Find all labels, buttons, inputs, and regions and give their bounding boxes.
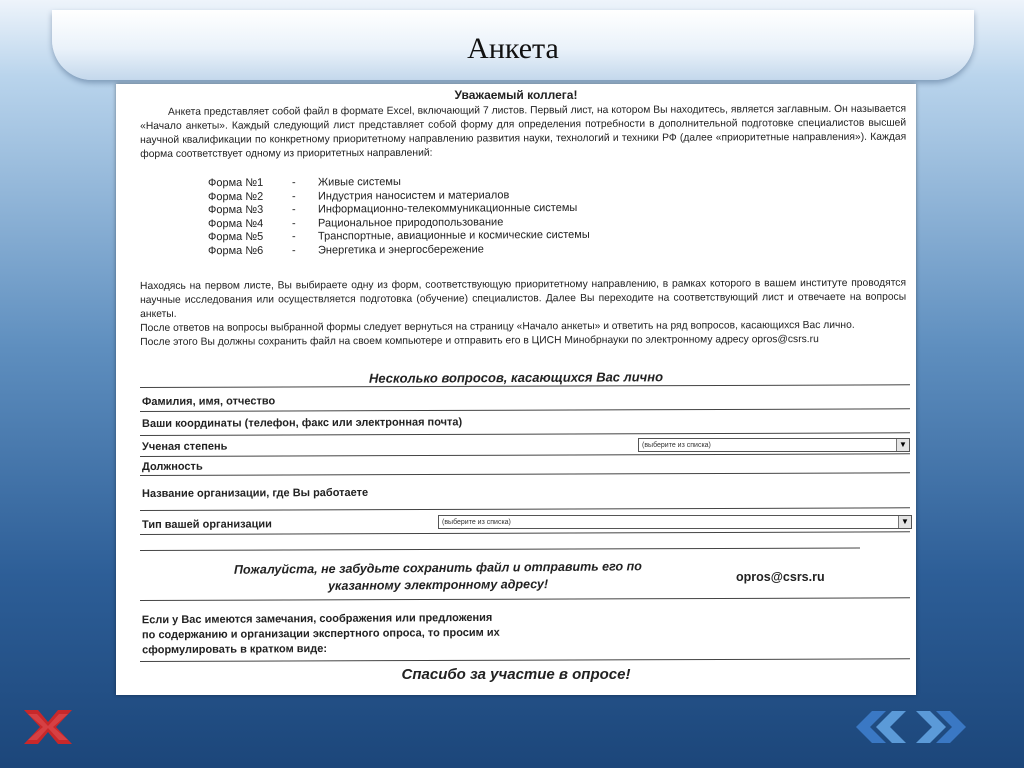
- divider: [140, 531, 910, 535]
- chevron-right-icon[interactable]: [916, 711, 966, 743]
- divider: [140, 408, 910, 412]
- survey-document: [116, 84, 916, 695]
- dropdown-arrow-icon[interactable]: ▼: [896, 439, 909, 451]
- list-item: Форма №6 - Энергетика и энергосбережение: [207, 243, 484, 258]
- email-address: opros@csrs.ru: [736, 570, 825, 584]
- org-type-field-label: Тип вашей организации: [141, 518, 272, 531]
- instructions-2: После ответов на вопросы выбранной формы следует вернуться на страницу «Начало анкеты» и ответить на ряд вопросов, касающихся Вас лично.: [140, 319, 855, 334]
- slide-title-bar: [52, 10, 974, 80]
- degree-field-label: Ученая степень: [141, 440, 228, 453]
- thanks-text: Спасибо за участие в опросе!: [401, 666, 631, 683]
- forms-list: [208, 176, 590, 258]
- divider: [140, 507, 910, 511]
- org-type-select[interactable]: [438, 515, 912, 529]
- degree-select[interactable]: [638, 438, 910, 452]
- list-item: Форма №5 - Транспортные, авиационные и космические системы: [207, 229, 590, 244]
- list-item: Форма №3 - Информационно-телекоммуникационные системы: [207, 202, 578, 217]
- divider: [140, 547, 860, 551]
- org-type-select-placeholder: (выберите из списка): [442, 519, 511, 526]
- list-item: Форма №2 - Индустрия наносистем и материалов: [207, 188, 510, 203]
- chevron-left-icon[interactable]: [856, 711, 906, 743]
- divider: [140, 658, 910, 662]
- degree-select-placeholder: (выберите из списка): [642, 442, 711, 449]
- document-heading: Уважаемый коллега!: [454, 88, 578, 102]
- divider: [140, 432, 910, 436]
- list-item: Форма №4 - Рациональное природопользование: [207, 216, 504, 230]
- divider: [140, 453, 910, 457]
- dropdown-arrow-icon[interactable]: ▼: [898, 516, 911, 528]
- personal-section-title: Несколько вопросов, касающихся Вас лично: [368, 369, 664, 386]
- save-reminder: Пожалуйста, не забудьте сохранить файл и отправить его по указанному электронному адресу!: [233, 559, 642, 593]
- divider: [140, 597, 910, 601]
- intro-paragraph: Анкета представляет собой файл в формате Excel, включающий 7 листов. Первый лист, на котором Вы находитесь, является заглавным. Он называется «Начало анкеты». Каждый следующий лист представляет собой форму для определения потребности в дополнительной подготовке специалистов высшей научной квалификации по конкретному приоритетному направлению развития науки, технологий и техники РФ (далее «приоритетные направления»). Каждая форма соответствует одному из приоритетных направлений:: [140, 103, 907, 160]
- organization-field-label: Название организации, где Вы работаете: [141, 486, 369, 500]
- x-logo-icon: [22, 708, 74, 746]
- contacts-field-label: Ваши координаты (телефон, факс или электронная почта): [141, 416, 463, 430]
- divider: [140, 472, 910, 476]
- slide-title: Анкета: [467, 32, 559, 65]
- remarks-label: Если у Вас имеются замечания, соображения или предложения по содержанию и организации экспертного опроса, то просим их сформулировать в кратком виде:: [141, 611, 500, 657]
- instructions-1: Находясь на первом листе, Вы выбираете одну из форм, соответствующую приоритетному направлению, в рамках которого в вашем институте проводятся научные исследования или осуществляется подготовка (обучение) специалистов. Далее Вы переходите на соответствующий лист и отвечаете на вопросы анкеты.: [140, 277, 907, 320]
- position-field-label: Должность: [141, 460, 203, 473]
- list-item: Форма №1 - Живые системы: [207, 175, 401, 190]
- instructions-3: После этого Вы должны сохранить файл на своем компьютере и отправить его в ЦИСН Минобрнауки по электронному адресу opros@csrs.ru: [140, 334, 819, 348]
- name-field-label: Фамилия, имя, отчество: [141, 395, 276, 408]
- instructions: [140, 277, 906, 350]
- slide-navigation: [852, 707, 970, 752]
